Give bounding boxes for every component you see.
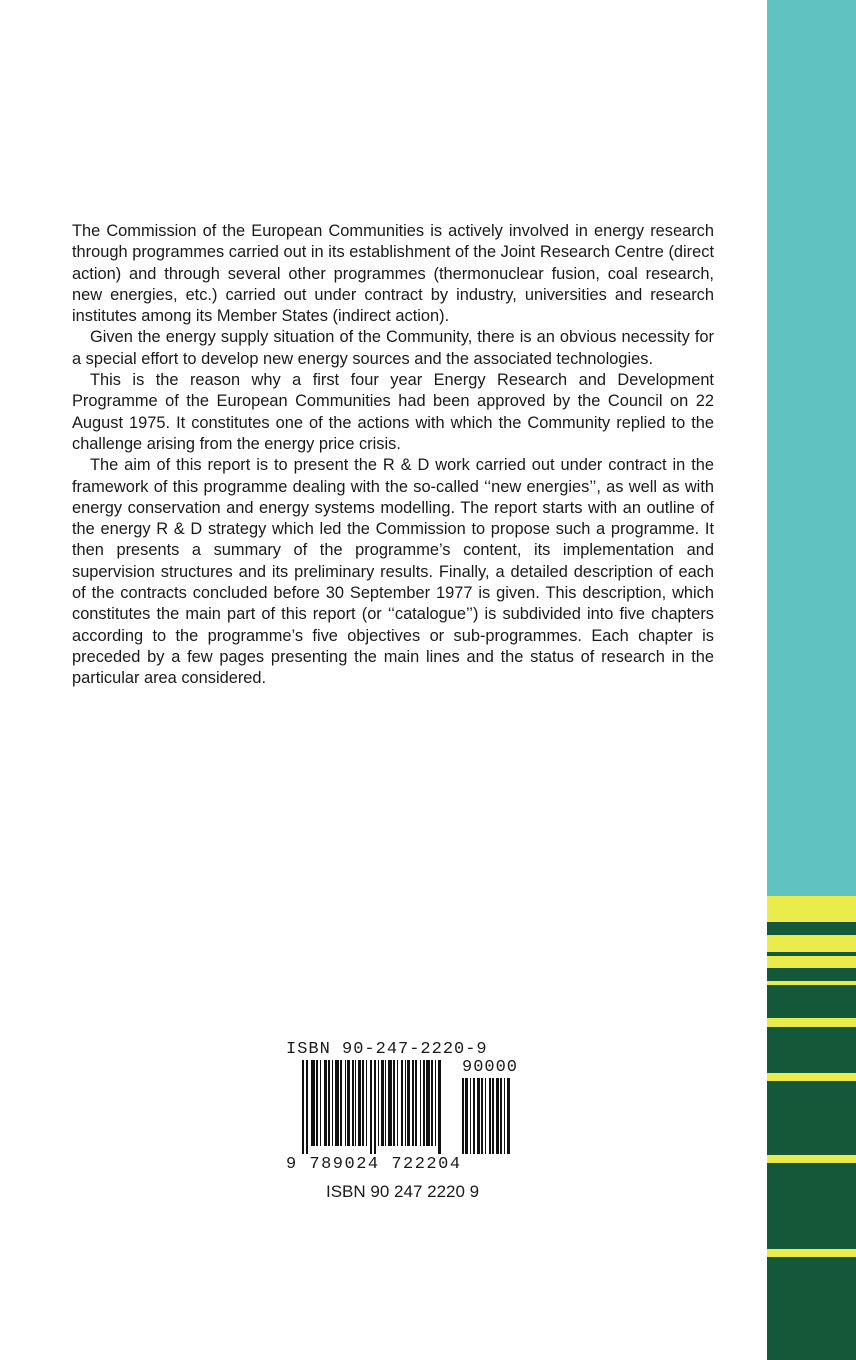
barcode-bar <box>374 1060 376 1154</box>
stripe <box>767 1027 856 1073</box>
barcode-bar <box>302 1060 304 1154</box>
paragraph: The aim of this report is to present the R & D work carried out under contract in the framework of this programme dealing with the so-called ‘‘new energies’’, as well as with energy conservation and energy systems modelling. The report starts with an outline of the energy R & D strategy which led the Commission to propose such a programme. It then presents a summary of the programme’s content, its implementation and supervision structures and its preliminary results. Finally, a detailed description of each of the contracts concluded before 30 September 1977 is given. This description, which constitutes the main part of this report (or ‘‘catalogue’’) is subdivided into five chapters according to the programme’s five objectives or sub-programmes. Each chapter is preceded by a few pages presenting the main lines and the status of research in the particular area considered. <box>72 456 714 688</box>
paragraph: This is the reason why a first four year Energy Research and Development Programme of the European Communities had been approved by the Council on 22 August 1975. It constitutes one of the actions with which the Community replied to the challenge arising from the energy price crisis. <box>72 371 714 453</box>
stripe <box>767 922 856 935</box>
barcode-bar <box>328 1060 330 1146</box>
stripe <box>767 1249 856 1257</box>
stripe <box>767 956 856 968</box>
barcode-bar <box>347 1060 350 1146</box>
barcode-bar <box>496 1078 499 1154</box>
barcode-bar <box>431 1060 433 1146</box>
back-cover-text <box>72 221 714 690</box>
barcode-bar <box>345 1060 346 1146</box>
barcode-bar <box>306 1060 308 1154</box>
barcode-bar <box>420 1060 421 1146</box>
barcode-bar <box>316 1060 318 1146</box>
barcode-bar <box>504 1078 505 1154</box>
barcode-bar <box>412 1060 414 1146</box>
stripe <box>767 985 856 1018</box>
barcode <box>286 1040 536 1210</box>
barcode-bar <box>355 1060 356 1146</box>
stripe <box>767 1073 856 1081</box>
paragraph: The Commission of the European Communities is actively involved in energy research through programmes carried out in its establishment of the Joint Research Centre (direct action) and through several other programmes (thermonuclear fusion, coal research, new energies, etc.) carried out under contract by industry, universities and research institutes among its Member States (indirect action). <box>72 222 714 326</box>
barcode-bar <box>381 1060 384 1146</box>
barcode-bar <box>362 1060 364 1146</box>
barcode-bar <box>477 1078 480 1154</box>
barcode-bar <box>393 1060 395 1146</box>
barcode-bar <box>358 1060 361 1146</box>
barcode-bar <box>473 1078 475 1154</box>
barcode-bar <box>340 1060 342 1146</box>
stripe <box>767 1081 856 1155</box>
barcode-bar <box>470 1078 471 1154</box>
barcode-isbn-label: ISBN 90-247-2220-9 <box>286 1040 488 1059</box>
barcode-bar <box>385 1060 386 1146</box>
stripe <box>767 1163 856 1249</box>
barcode-bar <box>370 1060 372 1154</box>
barcode-bar <box>407 1060 410 1146</box>
barcode-bar <box>401 1060 403 1146</box>
stripe <box>767 1018 856 1027</box>
barcode-bar <box>320 1060 321 1146</box>
barcode-bar <box>405 1060 406 1146</box>
barcode-bar <box>324 1060 327 1146</box>
barcode-bar <box>397 1060 398 1146</box>
barcode-bar <box>481 1078 483 1154</box>
paragraph: Given the energy supply situation of the Community, there is an obvious necessity for a special effort to develop new energy sources and the associated technologies. <box>72 328 714 368</box>
cover-spine-strip <box>767 0 856 1360</box>
barcode-bar <box>415 1060 417 1146</box>
barcode-bar <box>332 1060 333 1146</box>
barcode-bar <box>507 1078 510 1154</box>
isbn-number: ISBN 90 247 2220 9 <box>326 1182 480 1201</box>
barcode-bars-icon <box>302 1060 446 1156</box>
barcode-bar <box>465 1078 468 1154</box>
barcode-digits: 9 789024 722204 <box>286 1155 462 1174</box>
barcode-bar <box>500 1078 502 1154</box>
barcode-bar <box>489 1078 491 1154</box>
barcode-addon-bars-icon <box>462 1078 528 1156</box>
barcode-bar <box>485 1078 486 1154</box>
stripe <box>767 1155 856 1163</box>
barcode-addon-digits: 90000 <box>462 1058 519 1077</box>
barcode-bar <box>426 1060 430 1146</box>
barcode-bar <box>438 1060 441 1154</box>
stripe <box>767 896 856 922</box>
barcode-bar <box>378 1060 379 1146</box>
barcode-bar <box>388 1060 392 1146</box>
stripe <box>767 968 856 981</box>
stripe <box>767 935 856 952</box>
barcode-bar <box>492 1078 494 1154</box>
stripe <box>767 1257 856 1360</box>
barcode-bar <box>366 1060 367 1146</box>
barcode-bar <box>423 1060 425 1146</box>
barcode-bar <box>462 1078 464 1154</box>
barcode-bar <box>311 1060 315 1146</box>
barcode-bar <box>435 1060 436 1146</box>
barcode-bar <box>352 1060 354 1146</box>
barcode-bar <box>335 1060 339 1146</box>
